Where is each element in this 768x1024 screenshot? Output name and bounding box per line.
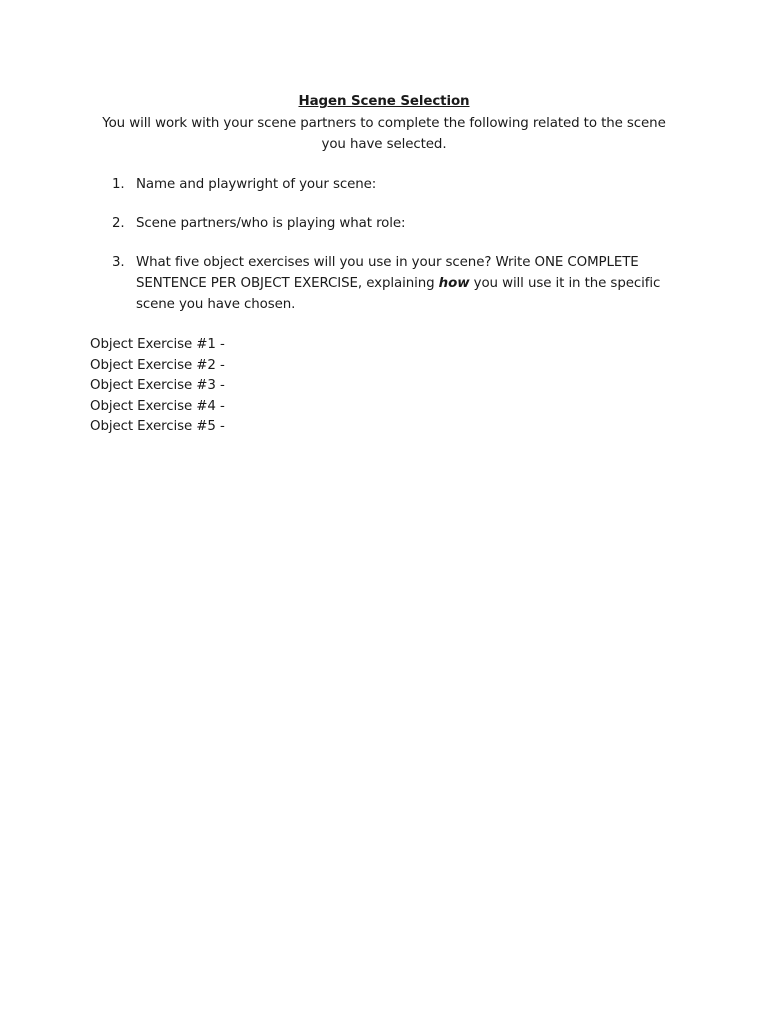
object-exercise-line: Object Exercise #1 - [90, 337, 225, 352]
list-item-number: 2. [112, 216, 125, 231]
list-item-number: 3. [112, 255, 125, 270]
object-exercise-line: Object Exercise #5 - [90, 419, 225, 435]
list-item-text-after: you will use it in the specific scene you have chosen. [136, 276, 661, 312]
object-exercise-line: Object Exercise #2 - [90, 357, 225, 373]
list-item [112, 213, 692, 234]
list-item-text-before: What five object exercises will you use in your scene? Write ONE COMPLETE SENTENCE PER OBJECT EXERCISE, explaining [136, 255, 639, 291]
list-item-number: 1. [112, 177, 125, 192]
list-item [112, 174, 692, 195]
object-exercise-list [90, 335, 490, 438]
object-exercise-line: Object Exercise #4 - [90, 398, 225, 414]
list-item-emphasis: how [438, 276, 470, 291]
list-item [112, 252, 692, 315]
list-item-text: Name and playwright of your scene: [136, 177, 377, 192]
intro-paragraph: You will work with your scene partners to complete the following related to the scene you have selected. [102, 116, 666, 152]
document-title: Hagen Scene Selection [298, 94, 470, 109]
list-item-text: Scene partners/who is playing what role: [136, 216, 406, 231]
object-exercise-line: Object Exercise #3 - [90, 378, 225, 394]
instruction-list [112, 174, 692, 333]
